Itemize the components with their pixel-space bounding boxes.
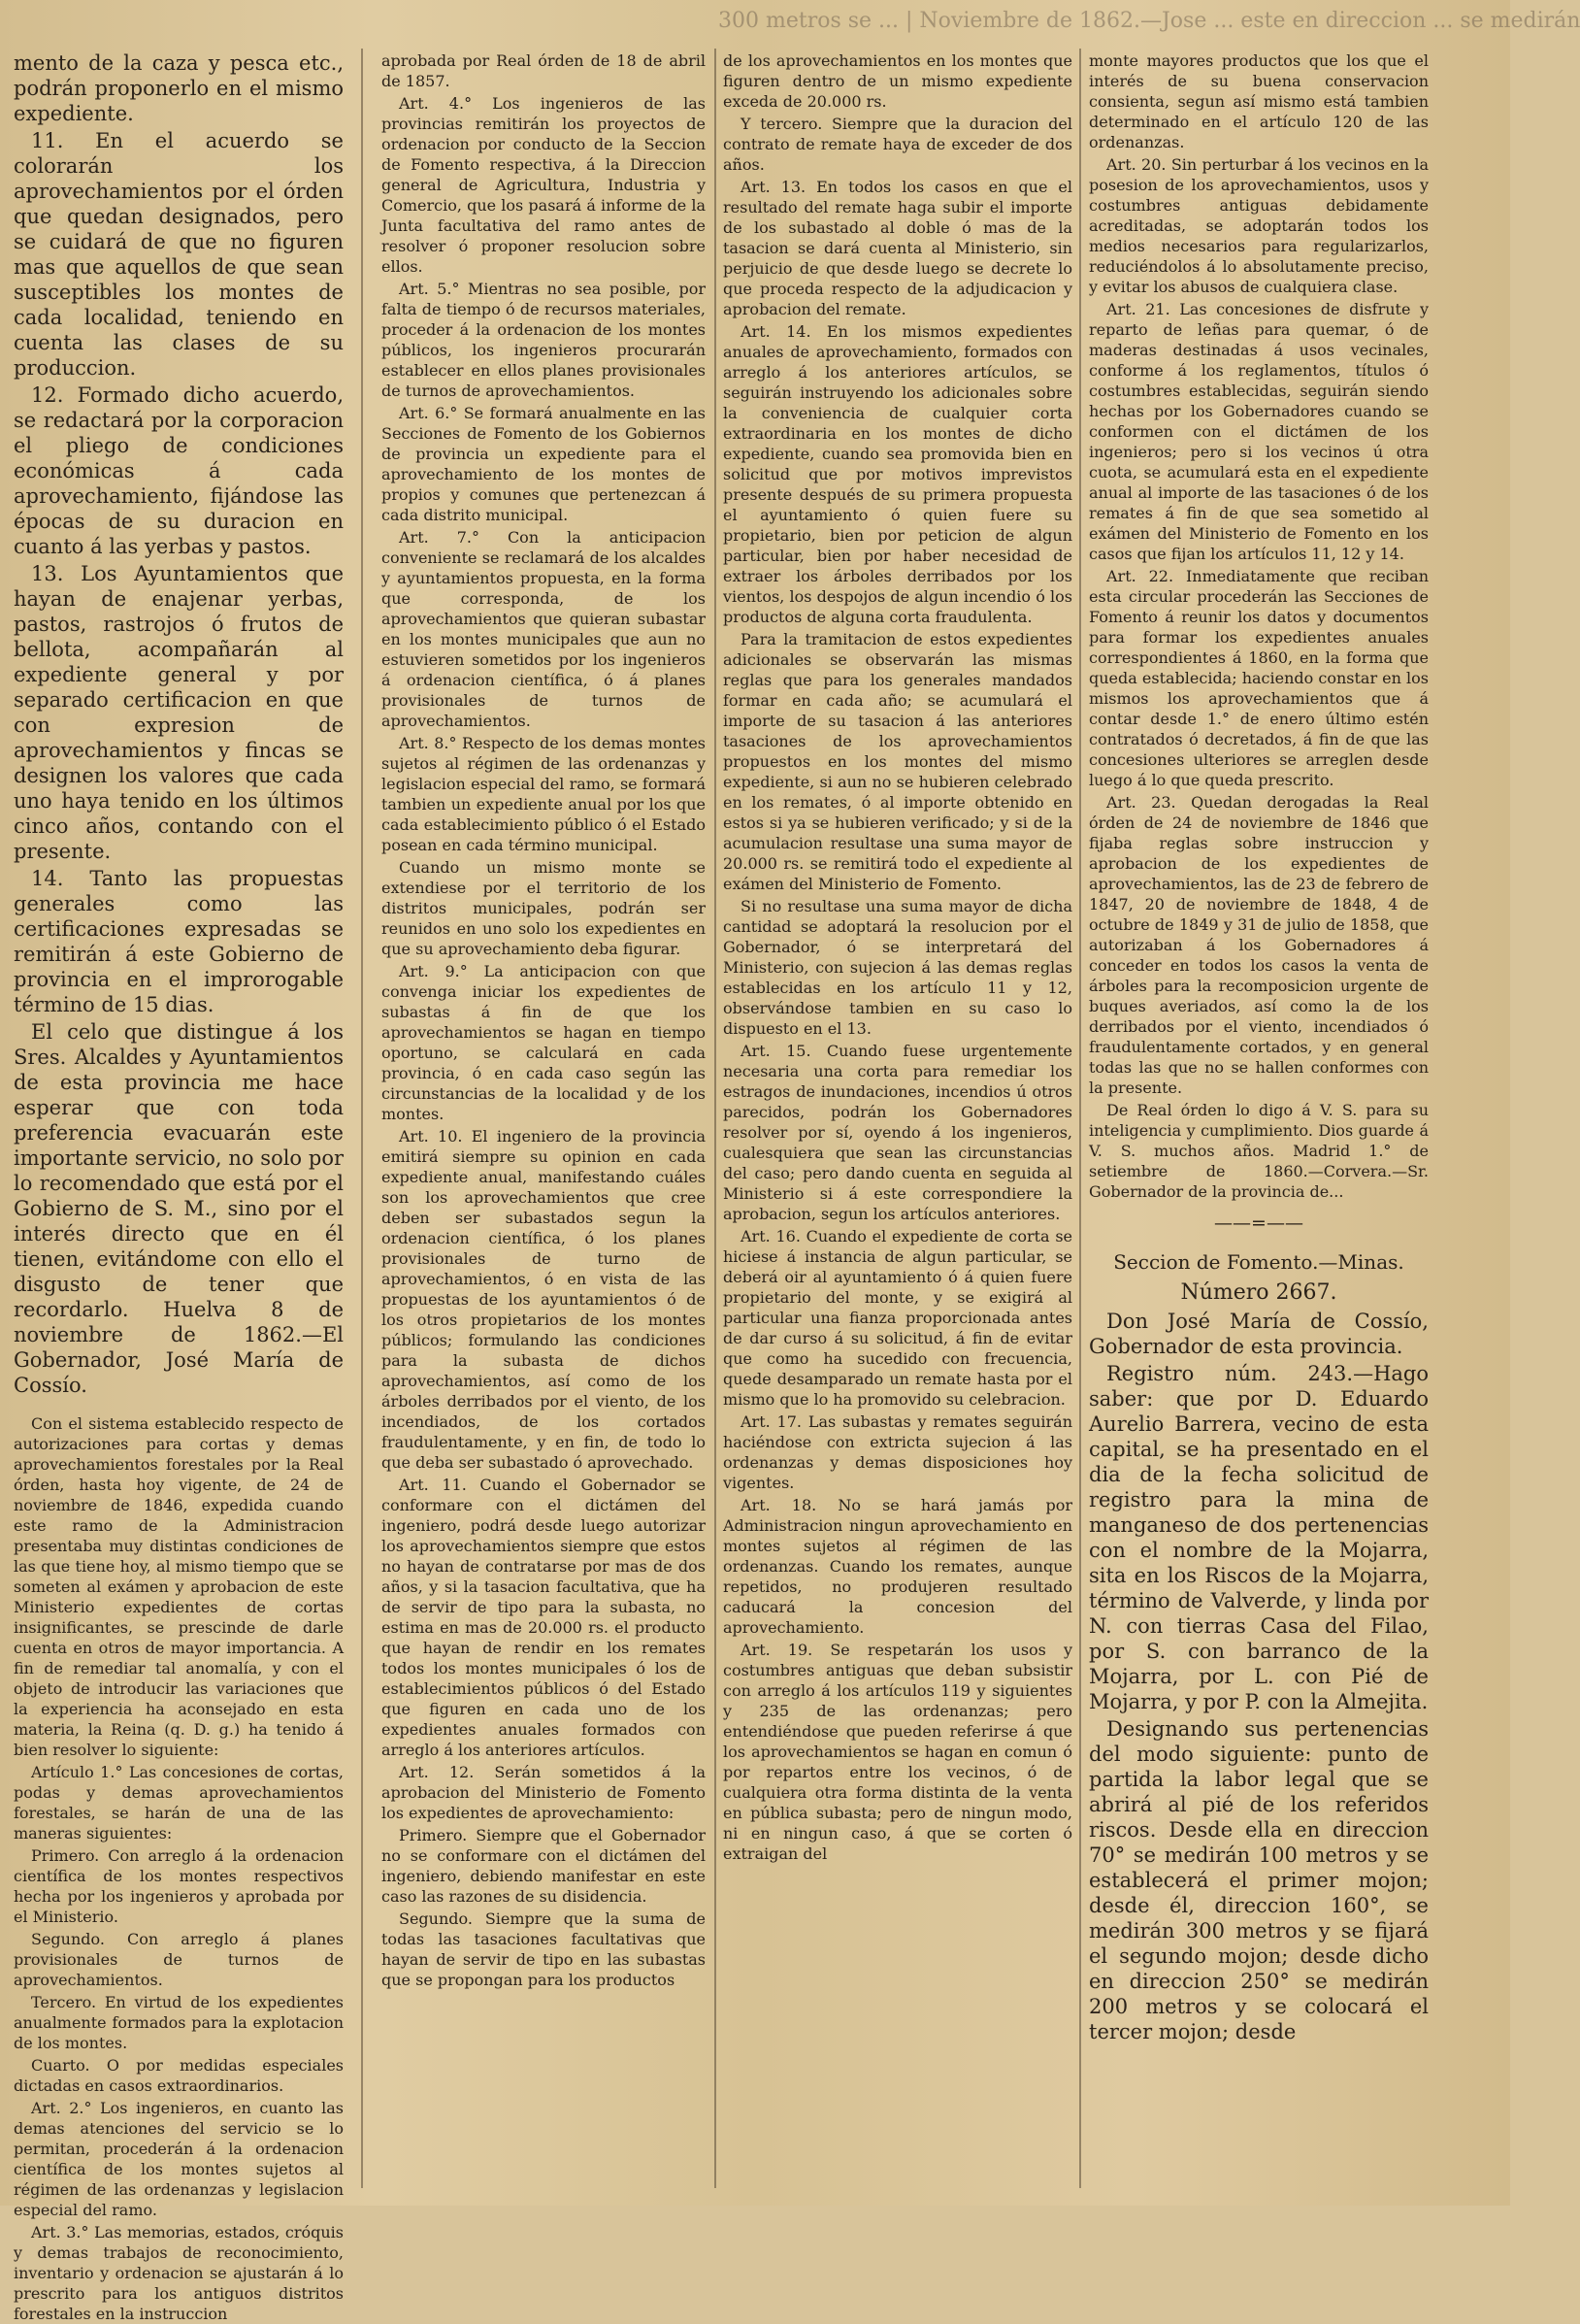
paragraph: Segundo. Con arreglo á planes provisionales de turnos de aprovechamientos.: [14, 1930, 344, 1989]
column-2: [381, 50, 706, 2188]
paragraph: Artículo 1.° Las concesiones de cortas, podas y demas aprovechamientos forestales, se harán de una de las maneras siguientes:: [14, 1763, 344, 1843]
paragraph: aprobada por Real órden de 18 de abril de 1857.: [381, 51, 706, 90]
paragraph: 13. Los Ayuntamientos que hayan de enajenar yerbas, pastos, rastrojos ó frutos de bellota, acompañarán al expediente general y por separado certificacion en que con expresion de aprovechamientos y fincas se designen los valores que cada uno haya tenido en los últimos cinco años, contando con el presente.: [14, 562, 344, 863]
paragraph: Art. 16. Cuando el expediente de corta se hiciese á instancia de algun particular, se deberá oir al ayuntamiento ó á quien fuere propietario del monte, y se exigirá al particular una fianza proporcionada antes de dar curso á su solicitud, á fin de evitar que como ha sucedido con frecuencia, quede desamparado un remate hasta por el mismo que lo ha promovido su celebracion.: [723, 1227, 1072, 1409]
column-1: [14, 50, 344, 2323]
paragraph: 14. Tanto las propuestas generales como las certificaciones expresadas se remitirán á este Gobierno de provincia en el improrogable término de 15 dias.: [14, 867, 344, 1016]
paragraph: Cuarto. O por medidas especiales dictadas en casos extraordinarios.: [14, 2056, 344, 2095]
column-rule: [1079, 49, 1081, 2188]
paragraph: Art. 12. Serán sometidos á la aprobacion del Ministerio de Fomento los expedientes de aprovechamiento:: [381, 1763, 706, 1822]
section-title: Seccion de Fomento.—Minas.: [1113, 1250, 1404, 1274]
column-4: [1089, 50, 1429, 2188]
paragraph: mento de la caza y pesca etc., podrán proponerlo en el mismo expediente.: [14, 51, 344, 125]
paragraph: monte mayores productos que los que el interés de su buena conservacion consienta, segun así mismo está tambien determinado en el artículo 120 de las ordenanzas.: [1089, 51, 1429, 151]
paragraph: Tercero. En virtud de los expedientes anualmente formados para la explotacion de los montes.: [14, 1993, 344, 2052]
paragraph: Si no resultase una suma mayor de dicha cantidad se adoptará la resolucion por el Gobernador, ó se interpretará del Ministerio, con sujecion á las demas reglas establecidas en los artículo 11 y 12, observándose tambien en su caso lo dispuesto en el 13.: [723, 897, 1072, 1038]
paragraph: Art. 3.° Las memorias, estados, cróquis y demas trabajos de reconocimiento, inventario y ordenacion se ajustarán á lo prescrito para los antiguos distritos forestales en la instruccion: [14, 2223, 344, 2323]
paragraph: Art. 14. En los mismos expedientes anuales de aprovechamiento, formados con arreglo á los anteriores artículos, se seguirán instruyendo los adicionales sobre la conveniencia de cualquier corta extraordinaria en los montes de dicho expediente, cuando sea promovida bien en solicitud que por motivos imprevistos presente después de su primera propuesta el ayuntamiento ó quien fuere su propietario, bien por peticion de algun particular, bien por haber necesidad de extraer los árboles derribados por los vientos, los despojos de algun incendio ó los productos de alguna corta fraudulenta.: [723, 322, 1072, 626]
paragraph: Registro núm. 243.—Hago saber: que por D. Eduardo Aurelio Barrera, vecino de esta capital, se ha presentado en el dia de la fecha solicitud de registro para la mina de manganeso de dos pertenencias con el nombre de la Mojarra, sita en los Riscos de la Mojarra, término de Valverde, y linda por N. con tierras Casa del Filao, por S. con barranco de la Mojarra, por L. con Pié de Mojarra, y por P. con la Almejita.: [1089, 1362, 1429, 1713]
paragraph: Segundo. Siempre que la suma de todas las tasaciones facultativas que hayan de servir de tipo en las subastas que se propongan para los productos: [381, 1909, 706, 1989]
paragraph: Art. 8.° Respecto de los demas montes sujetos al régimen de las ordenanzas y legislacion especial del ramo, se formará tambien un expediente anual por los que cada establecimiento público ó el Estado posean en cada término municipal.: [381, 734, 706, 854]
paragraph: Art. 13. En todos los casos en que el resultado del remate haga subir el importe de los subastado al doble ó mas de la tasacion se dará cuenta al Ministerio, sin perjuicio de que desde luego se decrete lo que proceda respecto de la adjudicacion y aprobacion del remate.: [723, 178, 1072, 318]
paragraph: Para la tramitacion de estos expedientes adicionales se observarán las mismas reglas que para los generales mandados formar en cada año; se acumulará el importe de su tasacion á las anteriores tasaciones de los aprovechamientos propuestos en los montes del mismo expediente, si aun no se hubieren celebrado en los remates, ó al importe obtenido en estos si ya se hubieren verificado; y si de la acumulacion resultase una suma mayor de 20.000 rs. se remitirá todo el expediente al exámen del Ministerio de Fomento.: [723, 630, 1072, 893]
paragraph: Art. 4.° Los ingenieros de las provincias remitirán los proyectos de ordenacion por conducto de la Seccion de Fomento respectiva, á la Direccion general de Agricultura, Industria y Comercio, que los pasará á informe de la Junta facultativa del ramo antes de resolver ó proponer resolucion sobre ellos.: [381, 94, 706, 276]
paragraph: Con el sistema establecido respecto de autorizaciones para cortas y demas aprovechamientos forestales por la Real órden, hasta hoy vigente, de 24 de noviembre de 1846, expedida cuando este ramo de la Administracion presentaba muy distintas condiciones de las que tiene hoy, al mismo tiempo que se someten al exámen y aprobacion de este Ministerio expedientes de cortas insignificantes, se prescinde de darle cuenta en otros de mayor importancia. A fin de remediar tal anomalía, y con el objeto de introducir las variaciones que la experiencia ha aconsejado en esta materia, la Reina (q. D. g.) ha tenido á bien resolver lo siguiente:: [14, 1414, 344, 1759]
paragraph: De Real órden lo digo á V. S. para su inteligencia y cumplimiento. Dios guarde á V. S. muchos años. Madrid 1.° de setiembre de 1860.—Corvera.—Sr. Gobernador de la provincia de...: [1089, 1101, 1429, 1201]
paragraph: El celo que distingue á los Sres. Alcaldes y Ayuntamientos de esta provincia me hace esperar que con toda preferencia evacuarán este importante servicio, no solo por lo recomendado que está por el Gobierno de S. M., sino por el interés directo que en él tienen, evitándome con ello el disgusto de tener que recordarlo. Huelva 8 de noviembre de 1862.—El Gobernador, José María de Cossío.: [14, 1020, 344, 1397]
paragraph: Y tercero. Siempre que la duracion del contrato de remate haya de exceder de dos años.: [723, 115, 1072, 174]
paragraph: Art. 9.° La anticipacion con que convenga iniciar los expedientes de subastas á fin de que los aprovechamientos se hagan en tiempo oportuno, se calculará en cada provincia, ó en cada caso según las circunstancias de la localidad y de los montes.: [381, 962, 706, 1123]
paragraph: Don José María de Cossío, Gobernador de esta provincia.: [1089, 1310, 1429, 1358]
paragraph: Art. 2.° Los ingenieros, en cuanto las demas atenciones del servicio se lo permitan, procederán á la ordenacion científica de los montes sujetos al régimen de las ordenanzas y legislacion especial del ramo.: [14, 2099, 344, 2219]
paragraph: 12. Formado dicho acuerdo, se redactará por la corporacion el pliego de condiciones económicas á cada aprovechamiento, fijándose las épocas de su duracion en cuanto á las yerbas y pastos.: [14, 383, 344, 558]
paragraph: 11. En el acuerdo se colorarán los aprovechamientos por el órden que quedan designados, pero se cuidará de que no figuren mas que aquellos de que sean susceptibles los montes de cada localidad, teniendo en cuenta las clases de su produccion.: [14, 129, 344, 380]
paragraph: de los aprovechamientos en los montes que figuren dentro de un mismo expediente exceda de 20.000 rs.: [723, 51, 1072, 111]
paragraph: Art. 20. Sin perturbar á los vecinos en la posesion de los aprovechamientos, usos y costumbres antiguas debidamente acreditadas, se adoptarán todos los medios necesarios para regularizarlos, reduciéndolos á lo absolutamente preciso, y evitar los abusos de cualquiera clase.: [1089, 155, 1429, 296]
paragraph: Cuando un mismo monte se extendiese por el territorio de los distritos municipales, podrán ser reunidos en uno solo los expedientes en que su aprovechamiento deba figurar.: [381, 858, 706, 958]
paragraph: Art. 5.° Mientras no sea posible, por falta de tiempo ó de recursos materiales, proceder á la ordenacion de los montes públicos, los ingenieros procurarán establecer en ellos planes provisionales de turnos de aprovechamientos.: [381, 280, 706, 400]
paragraph: Designando sus pertenencias del modo siguiente: punto de partida la labor legal que se abrirá al pié de los referidos riscos. Desde ella en direccion 70° se medirán 100 metros y se establecerá el primer mojon; desde él, direccion 160°, se medirán 300 metros y se fijará el segundo mojon; desde dicho en direccion 250° se medirán 200 metros y se colocará el tercer mojon; desde: [1089, 1717, 1429, 2043]
column-rule: [361, 49, 363, 2188]
separator: ——=——: [1214, 1212, 1303, 1234]
column-3: [723, 50, 1072, 2188]
paragraph: Art. 6.° Se formará anualmente en las Secciones de Fomento de los Gobiernos de provincia un expediente para el aprovechamiento de los montes de propios y comunes que pertenezcan á cada distrito municipal.: [381, 404, 706, 524]
column-rule: [714, 49, 716, 2188]
paragraph: Art. 15. Cuando fuese urgentemente necesaria una corta para remediar los estragos de inundaciones, incendios ú otros parecidos, podrán los Gobernadores resolver por sí, oyendo á los ingenieros, cualesquiera que sean las circunstancias del caso; pero dando cuenta en seguida al Ministerio si á este correspondiere la aprobacion, segun los artículos anteriores.: [723, 1042, 1072, 1223]
paragraph: Primero. Siempre que el Gobernador no se conformare con el dictámen del ingeniero, debiendo manifestar en este caso las razones de su disidencia.: [381, 1826, 706, 1906]
paragraph: Art. 19. Se respetarán los usos y costumbres antiguas que deban subsistir con arreglo á los artículos 119 y siguientes y 235 de las ordenanzas; pero entendiéndose que pueden referirse á que los aprovechamientos se hagan en comun ó por repartos entre los vecinos, ó de cualquiera otra forma distinta de la venta en pública subasta; pero de ningun modo, ni en ningun caso, á que se corten ó extraigan del: [723, 1641, 1072, 1863]
paragraph: Art. 17. Las subastas y remates seguirán haciéndose con extricta sujecion á las ordenanzas y demas disposiciones hoy vigentes.: [723, 1412, 1072, 1492]
notice-number: Número 2667.: [1180, 1280, 1337, 1305]
paragraph: Primero. Con arreglo á la ordenacion científica de los montes respectivos hecha por los ingenieros y aprobada por el Ministerio.: [14, 1846, 344, 1926]
paragraph: Art. 18. No se hará jamás por Administracion ningun aprovechamiento en montes sujetos al régimen de las ordenanzas. Cuando los remates, aunque repetidos, no produjeren resultado caducará la concesion del aprovechamiento.: [723, 1496, 1072, 1637]
running-header: 300 metros se ... | Noviembre de 1862.—Jose ... este en direccion ... se medirán: [718, 9, 1580, 33]
paragraph: Art. 10. El ingeniero de la provincia emitirá siempre su opinion en cada expediente anual, manifestando cuáles son los aprovechamientos que cree deben ser subastados segun la ordenacion científica, ó los planes provisionales de turno de aprovechamientos, ó en vista de las propuestas de los ayuntamientos ó de los otros propietarios de los montes públicos; formulando las condiciones para la subasta de dichos aprovechamientos, así como de los árboles derribados por el viento, de los incendiados, de los cortados fraudulentamente, y en fin, de todo lo que deba ser subastado ó aprovechado.: [381, 1127, 706, 1472]
paragraph: Art. 22. Inmediatamente que reciban esta circular procederán las Secciones de Fomento á reunir los datos y documentos para formar los expedientes anuales correspondientes á 1860, en la forma que queda establecida; haciendo constar en los mismos los aprovechamientos que á contar desde 1.° de enero último estén contratados ó decretados, á fin de que las concesiones ulteriores se arreglen desde luego á lo que queda prescrito.: [1089, 567, 1429, 789]
paragraph: Art. 21. Las concesiones de disfrute y reparto de leñas para quemar, ó de maderas destinadas á usos vecinales, conforme á los reglamentos, títulos ó costumbres establecidas, seguirán siendo hechas por los Gobernadores cuando se conformen con el dictámen de los ingenieros; pero si los vecinos ú otra cuota, se acumulará esta en el expediente anual al importe de las tasaciones ó de los remates á fin de que sea sometido al exámen del Ministerio de Fomento en los casos que fijan los artículos 11, 12 y 14.: [1089, 300, 1429, 563]
paragraph: Art. 7.° Con la anticipacion conveniente se reclamará de los alcaldes y ayuntamientos propuesta, en la forma que corresponda, de los aprovechamientos que quieran subastar en los montes municipales que aun no estuvieren sometidos por los ingenieros á ordenacion científica, ó á planes provisionales de turnos de aprovechamientos.: [381, 528, 706, 730]
paragraph: Art. 11. Cuando el Gobernador se conformare con el dictámen del ingeniero, podrá desde luego autorizar los aprovechamientos siempre que estos no hayan de contratarse por mas de dos años, y si la tasacion facultativa, que ha de servir de tipo para la subasta, no estima en mas de 20.000 rs. el producto que hayan de rendir en los remates todos los montes municipales ó los de establecimientos públicos ó del Estado que figuren en cada uno de los expedientes anuales formados con arreglo á los anteriores artículos.: [381, 1476, 706, 1759]
paragraph: Art. 23. Quedan derogadas la Real órden de 24 de noviembre de 1846 que fijaba reglas sobre instruccion y aprobacion de los expedientes de aprovechamientos, las de 23 de febrero de 1847, 20 de noviembre de 1848, 4 de octubre de 1849 y 31 de julio de 1858, que autorizaban á los Gobernadores á conceder en todos los casos la venta de árboles para la recomposicion urgente de buques averiados, así como la de los derribados por el viento, incendiados ó fraudulentamente cortados, y en general todas las que no se hallen conformes con la presente.: [1089, 793, 1429, 1097]
